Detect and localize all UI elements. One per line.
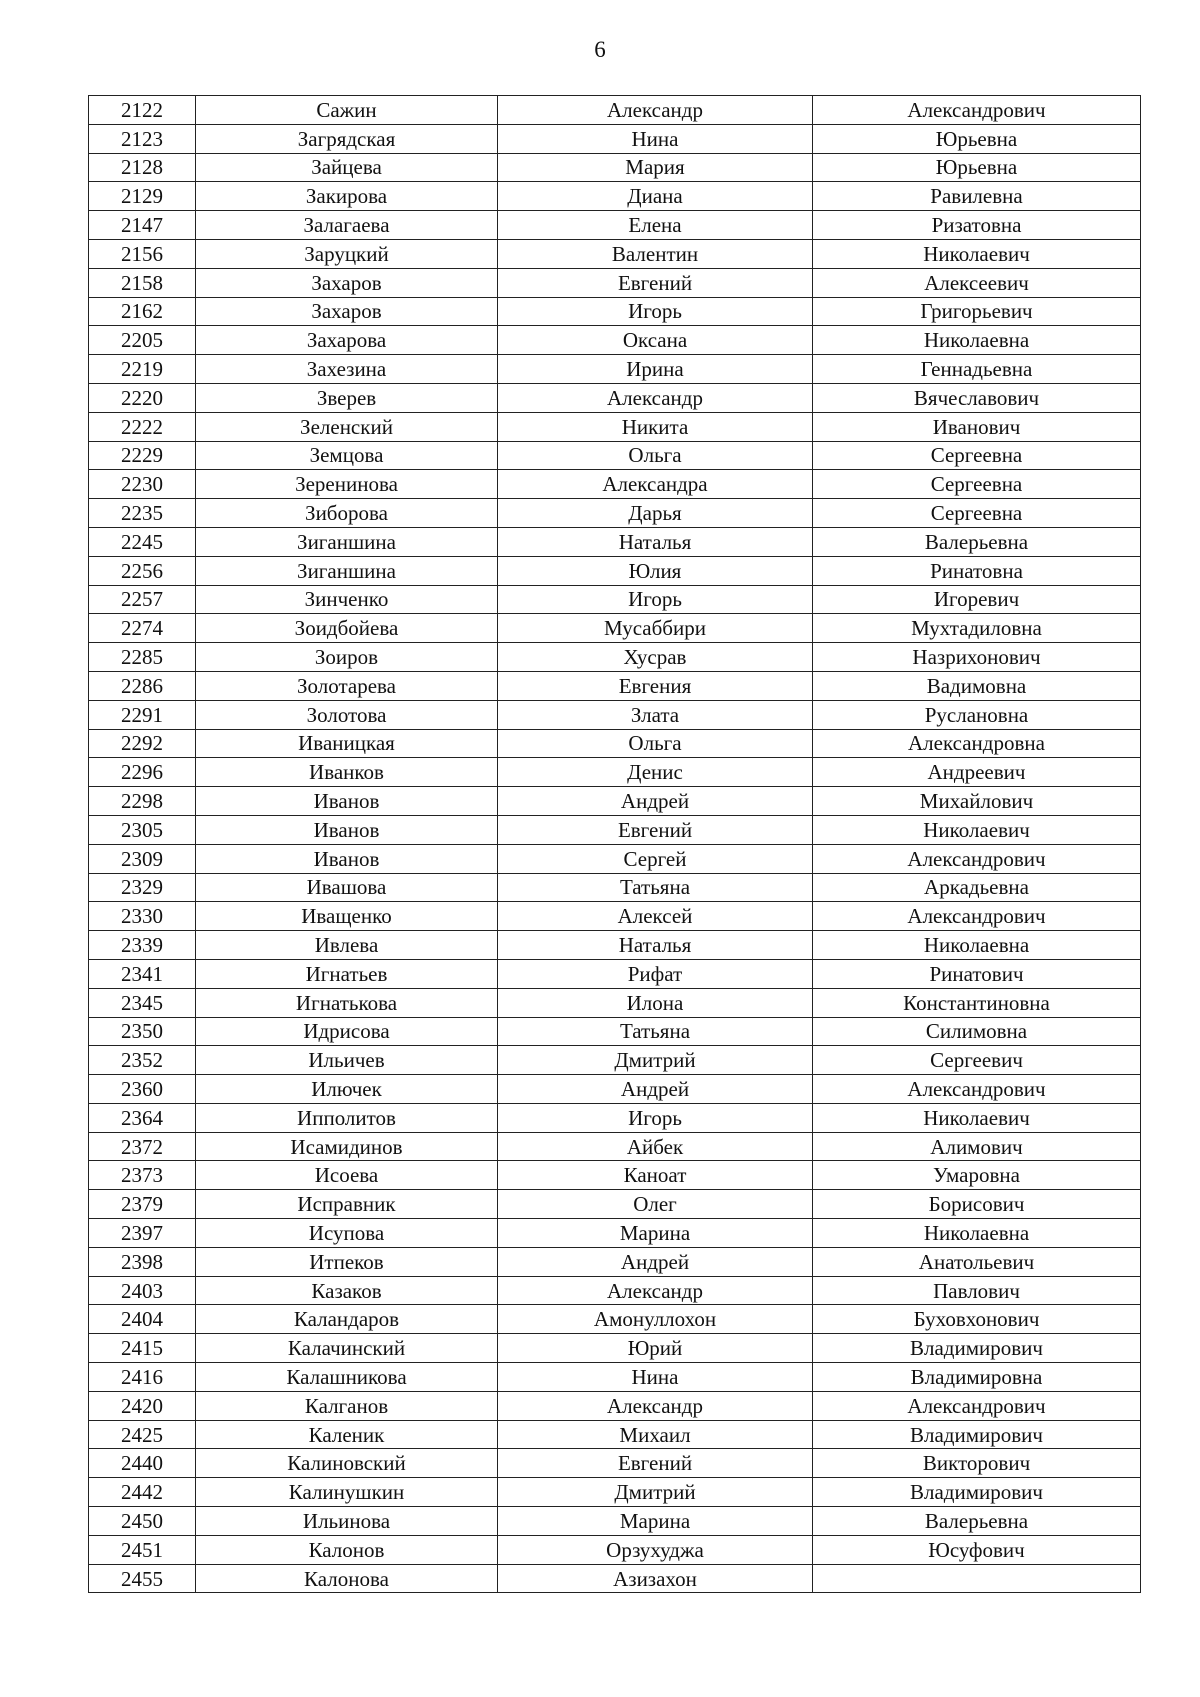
- first-name-cell: Александра: [498, 470, 813, 499]
- first-name-cell: Оксана: [498, 326, 813, 355]
- patronymic-cell: Константиновна: [813, 988, 1141, 1017]
- last-name-cell: Зинченко: [196, 585, 498, 614]
- first-name-cell: Андрей: [498, 1075, 813, 1104]
- record-number-cell: 2156: [89, 239, 196, 268]
- table-row: [89, 959, 1141, 988]
- first-name-cell: Орзухуджа: [498, 1535, 813, 1564]
- record-number-cell: 2285: [89, 643, 196, 672]
- first-name-cell: Александр: [498, 383, 813, 412]
- patronymic-cell: Вячеславович: [813, 383, 1141, 412]
- last-name-cell: Захаров: [196, 268, 498, 297]
- first-name-cell: Дарья: [498, 499, 813, 528]
- patronymic-cell: Равилевна: [813, 182, 1141, 211]
- table-row: [89, 182, 1141, 211]
- first-name-cell: Азизахон: [498, 1564, 813, 1593]
- record-number-cell: 2350: [89, 1017, 196, 1046]
- last-name-cell: Сажин: [196, 96, 498, 125]
- patronymic-cell: Умаровна: [813, 1161, 1141, 1190]
- record-number-cell: 2440: [89, 1449, 196, 1478]
- last-name-cell: Каландаров: [196, 1305, 498, 1334]
- record-number-cell: 2230: [89, 470, 196, 499]
- last-name-cell: Ильичев: [196, 1046, 498, 1075]
- record-number-cell: 2122: [89, 96, 196, 125]
- patronymic-cell: Силимовна: [813, 1017, 1141, 1046]
- table-row: [89, 1564, 1141, 1593]
- last-name-cell: Калинушкин: [196, 1478, 498, 1507]
- last-name-cell: Зеренинова: [196, 470, 498, 499]
- last-name-cell: Ипполитов: [196, 1103, 498, 1132]
- record-number-cell: 2205: [89, 326, 196, 355]
- last-name-cell: Игнатьев: [196, 959, 498, 988]
- record-number-cell: 2403: [89, 1276, 196, 1305]
- last-name-cell: Захезина: [196, 355, 498, 384]
- last-name-cell: Иванов: [196, 815, 498, 844]
- record-number-cell: 2257: [89, 585, 196, 614]
- table-row: [89, 700, 1141, 729]
- patronymic-cell: Александрович: [813, 844, 1141, 873]
- table-row: [89, 383, 1141, 412]
- patronymic-cell: [813, 1564, 1141, 1593]
- record-number-cell: 2219: [89, 355, 196, 384]
- patronymic-cell: Ризатовна: [813, 211, 1141, 240]
- first-name-cell: Нина: [498, 1363, 813, 1392]
- patronymic-cell: Андреевич: [813, 758, 1141, 787]
- patronymic-cell: Павлович: [813, 1276, 1141, 1305]
- record-number-cell: 2305: [89, 815, 196, 844]
- last-name-cell: Иванов: [196, 844, 498, 873]
- patronymic-cell: Вадимовна: [813, 671, 1141, 700]
- patronymic-cell: Сергеевна: [813, 441, 1141, 470]
- table-row: [89, 815, 1141, 844]
- last-name-cell: Золотова: [196, 700, 498, 729]
- record-number-cell: 2404: [89, 1305, 196, 1334]
- first-name-cell: Дмитрий: [498, 1478, 813, 1507]
- last-name-cell: Заруцкий: [196, 239, 498, 268]
- patronymic-cell: Сергеевич: [813, 1046, 1141, 1075]
- table-row: [89, 527, 1141, 556]
- table-row: [89, 1132, 1141, 1161]
- table-row: [89, 1449, 1141, 1478]
- last-name-cell: Итпеков: [196, 1247, 498, 1276]
- last-name-cell: Зоиров: [196, 643, 498, 672]
- patronymic-cell: Валерьевна: [813, 1507, 1141, 1536]
- first-name-cell: Елена: [498, 211, 813, 240]
- first-name-cell: Евгений: [498, 1449, 813, 1478]
- table-row: [89, 239, 1141, 268]
- patronymic-cell: Геннадьевна: [813, 355, 1141, 384]
- record-number-cell: 2274: [89, 614, 196, 643]
- record-number-cell: 2341: [89, 959, 196, 988]
- patronymic-cell: Ринатовна: [813, 556, 1141, 585]
- last-name-cell: Иванов: [196, 787, 498, 816]
- last-name-cell: Калонов: [196, 1535, 498, 1564]
- patronymic-cell: Сергеевна: [813, 470, 1141, 499]
- last-name-cell: Каленик: [196, 1420, 498, 1449]
- first-name-cell: Михаил: [498, 1420, 813, 1449]
- first-name-cell: Денис: [498, 758, 813, 787]
- table-row: [89, 1161, 1141, 1190]
- first-name-cell: Евгений: [498, 815, 813, 844]
- patronymic-cell: Игоревич: [813, 585, 1141, 614]
- record-number-cell: 2309: [89, 844, 196, 873]
- last-name-cell: Исоева: [196, 1161, 498, 1190]
- last-name-cell: Загрядская: [196, 124, 498, 153]
- page-number: 6: [594, 37, 606, 62]
- first-name-cell: Ольга: [498, 729, 813, 758]
- record-number-cell: 2398: [89, 1247, 196, 1276]
- table-row: [89, 153, 1141, 182]
- first-name-cell: Евгения: [498, 671, 813, 700]
- table-row: [89, 268, 1141, 297]
- first-name-cell: Валентин: [498, 239, 813, 268]
- table-row: [89, 556, 1141, 585]
- last-name-cell: Калашникова: [196, 1363, 498, 1392]
- first-name-cell: Ольга: [498, 441, 813, 470]
- patronymic-cell: Николаевна: [813, 1219, 1141, 1248]
- roster-table: [88, 95, 1141, 1593]
- patronymic-cell: Александровна: [813, 729, 1141, 758]
- last-name-cell: Зоидбойева: [196, 614, 498, 643]
- first-name-cell: Диана: [498, 182, 813, 211]
- first-name-cell: Мусаббири: [498, 614, 813, 643]
- table-row: [89, 1017, 1141, 1046]
- first-name-cell: Юлия: [498, 556, 813, 585]
- patronymic-cell: Анатольевич: [813, 1247, 1141, 1276]
- record-number-cell: 2339: [89, 931, 196, 960]
- record-number-cell: 2158: [89, 268, 196, 297]
- table-row: [89, 1075, 1141, 1104]
- table-row: [89, 1507, 1141, 1536]
- first-name-cell: Александр: [498, 1391, 813, 1420]
- record-number-cell: 2364: [89, 1103, 196, 1132]
- last-name-cell: Ивлева: [196, 931, 498, 960]
- last-name-cell: Игнатькова: [196, 988, 498, 1017]
- first-name-cell: Мария: [498, 153, 813, 182]
- last-name-cell: Калганов: [196, 1391, 498, 1420]
- table-row: [89, 124, 1141, 153]
- first-name-cell: Алексей: [498, 902, 813, 931]
- record-number-cell: 2222: [89, 412, 196, 441]
- patronymic-cell: Аркадьевна: [813, 873, 1141, 902]
- patronymic-cell: Алимович: [813, 1132, 1141, 1161]
- first-name-cell: Дмитрий: [498, 1046, 813, 1075]
- first-name-cell: Рифат: [498, 959, 813, 988]
- last-name-cell: Исамидинов: [196, 1132, 498, 1161]
- patronymic-cell: Борисович: [813, 1190, 1141, 1219]
- first-name-cell: Марина: [498, 1219, 813, 1248]
- first-name-cell: Игорь: [498, 297, 813, 326]
- record-number-cell: 2245: [89, 527, 196, 556]
- record-number-cell: 2229: [89, 441, 196, 470]
- record-number-cell: 2450: [89, 1507, 196, 1536]
- patronymic-cell: Мухтадиловна: [813, 614, 1141, 643]
- last-name-cell: Калиновский: [196, 1449, 498, 1478]
- record-number-cell: 2128: [89, 153, 196, 182]
- record-number-cell: 2379: [89, 1190, 196, 1219]
- table-row: [89, 1190, 1141, 1219]
- table-row: [89, 499, 1141, 528]
- record-number-cell: 2220: [89, 383, 196, 412]
- patronymic-cell: Александрович: [813, 1391, 1141, 1420]
- table-row: [89, 729, 1141, 758]
- table-row: [89, 585, 1141, 614]
- patronymic-cell: Сергеевна: [813, 499, 1141, 528]
- table-row: [89, 643, 1141, 672]
- table-row: [89, 931, 1141, 960]
- table-row: [89, 1363, 1141, 1392]
- patronymic-cell: Руслановна: [813, 700, 1141, 729]
- table-row: [89, 297, 1141, 326]
- patronymic-cell: Юрьевна: [813, 153, 1141, 182]
- patronymic-cell: Михайлович: [813, 787, 1141, 816]
- patronymic-cell: Алексеевич: [813, 268, 1141, 297]
- patronymic-cell: Николаевич: [813, 1103, 1141, 1132]
- patronymic-cell: Иванович: [813, 412, 1141, 441]
- record-number-cell: 2292: [89, 729, 196, 758]
- first-name-cell: Татьяна: [498, 1017, 813, 1046]
- record-number-cell: 2373: [89, 1161, 196, 1190]
- first-name-cell: Татьяна: [498, 873, 813, 902]
- table-row: [89, 1334, 1141, 1363]
- last-name-cell: Калачинский: [196, 1334, 498, 1363]
- record-number-cell: 2420: [89, 1391, 196, 1420]
- first-name-cell: Марина: [498, 1507, 813, 1536]
- table-row: [89, 96, 1141, 125]
- last-name-cell: Залагаева: [196, 211, 498, 240]
- roster-table-body: [89, 96, 1141, 1593]
- last-name-cell: Зверев: [196, 383, 498, 412]
- record-number-cell: 2397: [89, 1219, 196, 1248]
- record-number-cell: 2455: [89, 1564, 196, 1593]
- patronymic-cell: Владимировна: [813, 1363, 1141, 1392]
- record-number-cell: 2442: [89, 1478, 196, 1507]
- last-name-cell: Зиганшина: [196, 527, 498, 556]
- table-row: [89, 902, 1141, 931]
- table-row: [89, 1478, 1141, 1507]
- patronymic-cell: Юрьевна: [813, 124, 1141, 153]
- patronymic-cell: Буховхонович: [813, 1305, 1141, 1334]
- table-row: [89, 1420, 1141, 1449]
- record-number-cell: 2129: [89, 182, 196, 211]
- patronymic-cell: Николаевич: [813, 815, 1141, 844]
- patronymic-cell: Владимирович: [813, 1334, 1141, 1363]
- table-row: [89, 412, 1141, 441]
- last-name-cell: Иваницкая: [196, 729, 498, 758]
- last-name-cell: Исправник: [196, 1190, 498, 1219]
- first-name-cell: Игорь: [498, 585, 813, 614]
- table-row: [89, 988, 1141, 1017]
- last-name-cell: Зиборова: [196, 499, 498, 528]
- first-name-cell: Наталья: [498, 931, 813, 960]
- patronymic-cell: Николаевич: [813, 239, 1141, 268]
- last-name-cell: Зиганшина: [196, 556, 498, 585]
- record-number-cell: 2286: [89, 671, 196, 700]
- record-number-cell: 2415: [89, 1334, 196, 1363]
- table-row: [89, 614, 1141, 643]
- record-number-cell: 2298: [89, 787, 196, 816]
- first-name-cell: Андрей: [498, 787, 813, 816]
- last-name-cell: Ивашова: [196, 873, 498, 902]
- record-number-cell: 2345: [89, 988, 196, 1017]
- first-name-cell: Сергей: [498, 844, 813, 873]
- first-name-cell: Юрий: [498, 1334, 813, 1363]
- first-name-cell: Айбек: [498, 1132, 813, 1161]
- last-name-cell: Зайцева: [196, 153, 498, 182]
- first-name-cell: Злата: [498, 700, 813, 729]
- last-name-cell: Захарова: [196, 326, 498, 355]
- table-row: [89, 441, 1141, 470]
- last-name-cell: Казаков: [196, 1276, 498, 1305]
- patronymic-cell: Владимирович: [813, 1478, 1141, 1507]
- patronymic-cell: Александрович: [813, 902, 1141, 931]
- first-name-cell: Никита: [498, 412, 813, 441]
- record-number-cell: 2256: [89, 556, 196, 585]
- last-name-cell: Идрисова: [196, 1017, 498, 1046]
- patronymic-cell: Александрович: [813, 96, 1141, 125]
- table-row: [89, 758, 1141, 787]
- last-name-cell: Иванков: [196, 758, 498, 787]
- last-name-cell: Ильинова: [196, 1507, 498, 1536]
- first-name-cell: Каноат: [498, 1161, 813, 1190]
- table-row: [89, 844, 1141, 873]
- record-number-cell: 2330: [89, 902, 196, 931]
- table-row: [89, 671, 1141, 700]
- first-name-cell: Александр: [498, 1276, 813, 1305]
- table-row: [89, 326, 1141, 355]
- last-name-cell: Земцова: [196, 441, 498, 470]
- first-name-cell: Хусрав: [498, 643, 813, 672]
- patronymic-cell: Валерьевна: [813, 527, 1141, 556]
- table-row: [89, 355, 1141, 384]
- patronymic-cell: Ринатович: [813, 959, 1141, 988]
- patronymic-cell: Александрович: [813, 1075, 1141, 1104]
- record-number-cell: 2123: [89, 124, 196, 153]
- record-number-cell: 2352: [89, 1046, 196, 1075]
- record-number-cell: 2329: [89, 873, 196, 902]
- patronymic-cell: Владимирович: [813, 1420, 1141, 1449]
- table-row: [89, 1305, 1141, 1334]
- last-name-cell: Золотарева: [196, 671, 498, 700]
- table-row: [89, 787, 1141, 816]
- first-name-cell: Наталья: [498, 527, 813, 556]
- first-name-cell: Евгений: [498, 268, 813, 297]
- last-name-cell: Зеленский: [196, 412, 498, 441]
- patronymic-cell: Николаевна: [813, 931, 1141, 960]
- record-number-cell: 2162: [89, 297, 196, 326]
- record-number-cell: 2360: [89, 1075, 196, 1104]
- patronymic-cell: Викторович: [813, 1449, 1141, 1478]
- last-name-cell: Иващенко: [196, 902, 498, 931]
- table-row: [89, 1391, 1141, 1420]
- last-name-cell: Калонова: [196, 1564, 498, 1593]
- patronymic-cell: Юсуфович: [813, 1535, 1141, 1564]
- last-name-cell: Исупова: [196, 1219, 498, 1248]
- record-number-cell: 2235: [89, 499, 196, 528]
- patronymic-cell: Николаевна: [813, 326, 1141, 355]
- record-number-cell: 2147: [89, 211, 196, 240]
- record-number-cell: 2416: [89, 1363, 196, 1392]
- first-name-cell: Игорь: [498, 1103, 813, 1132]
- record-number-cell: 2425: [89, 1420, 196, 1449]
- first-name-cell: Олег: [498, 1190, 813, 1219]
- patronymic-cell: Григорьевич: [813, 297, 1141, 326]
- first-name-cell: Александр: [498, 96, 813, 125]
- table-row: [89, 1276, 1141, 1305]
- table-row: [89, 1103, 1141, 1132]
- table-row: [89, 1535, 1141, 1564]
- first-name-cell: Нина: [498, 124, 813, 153]
- last-name-cell: Илючек: [196, 1075, 498, 1104]
- last-name-cell: Закирова: [196, 182, 498, 211]
- record-number-cell: 2372: [89, 1132, 196, 1161]
- first-name-cell: Амонуллохон: [498, 1305, 813, 1334]
- first-name-cell: Ирина: [498, 355, 813, 384]
- table-row: [89, 873, 1141, 902]
- last-name-cell: Захаров: [196, 297, 498, 326]
- table-row: [89, 470, 1141, 499]
- table-row: [89, 211, 1141, 240]
- table-row: [89, 1247, 1141, 1276]
- record-number-cell: 2296: [89, 758, 196, 787]
- record-number-cell: 2291: [89, 700, 196, 729]
- table-row: [89, 1219, 1141, 1248]
- first-name-cell: Илона: [498, 988, 813, 1017]
- record-number-cell: 2451: [89, 1535, 196, 1564]
- patronymic-cell: Назрихонович: [813, 643, 1141, 672]
- table-row: [89, 1046, 1141, 1075]
- first-name-cell: Андрей: [498, 1247, 813, 1276]
